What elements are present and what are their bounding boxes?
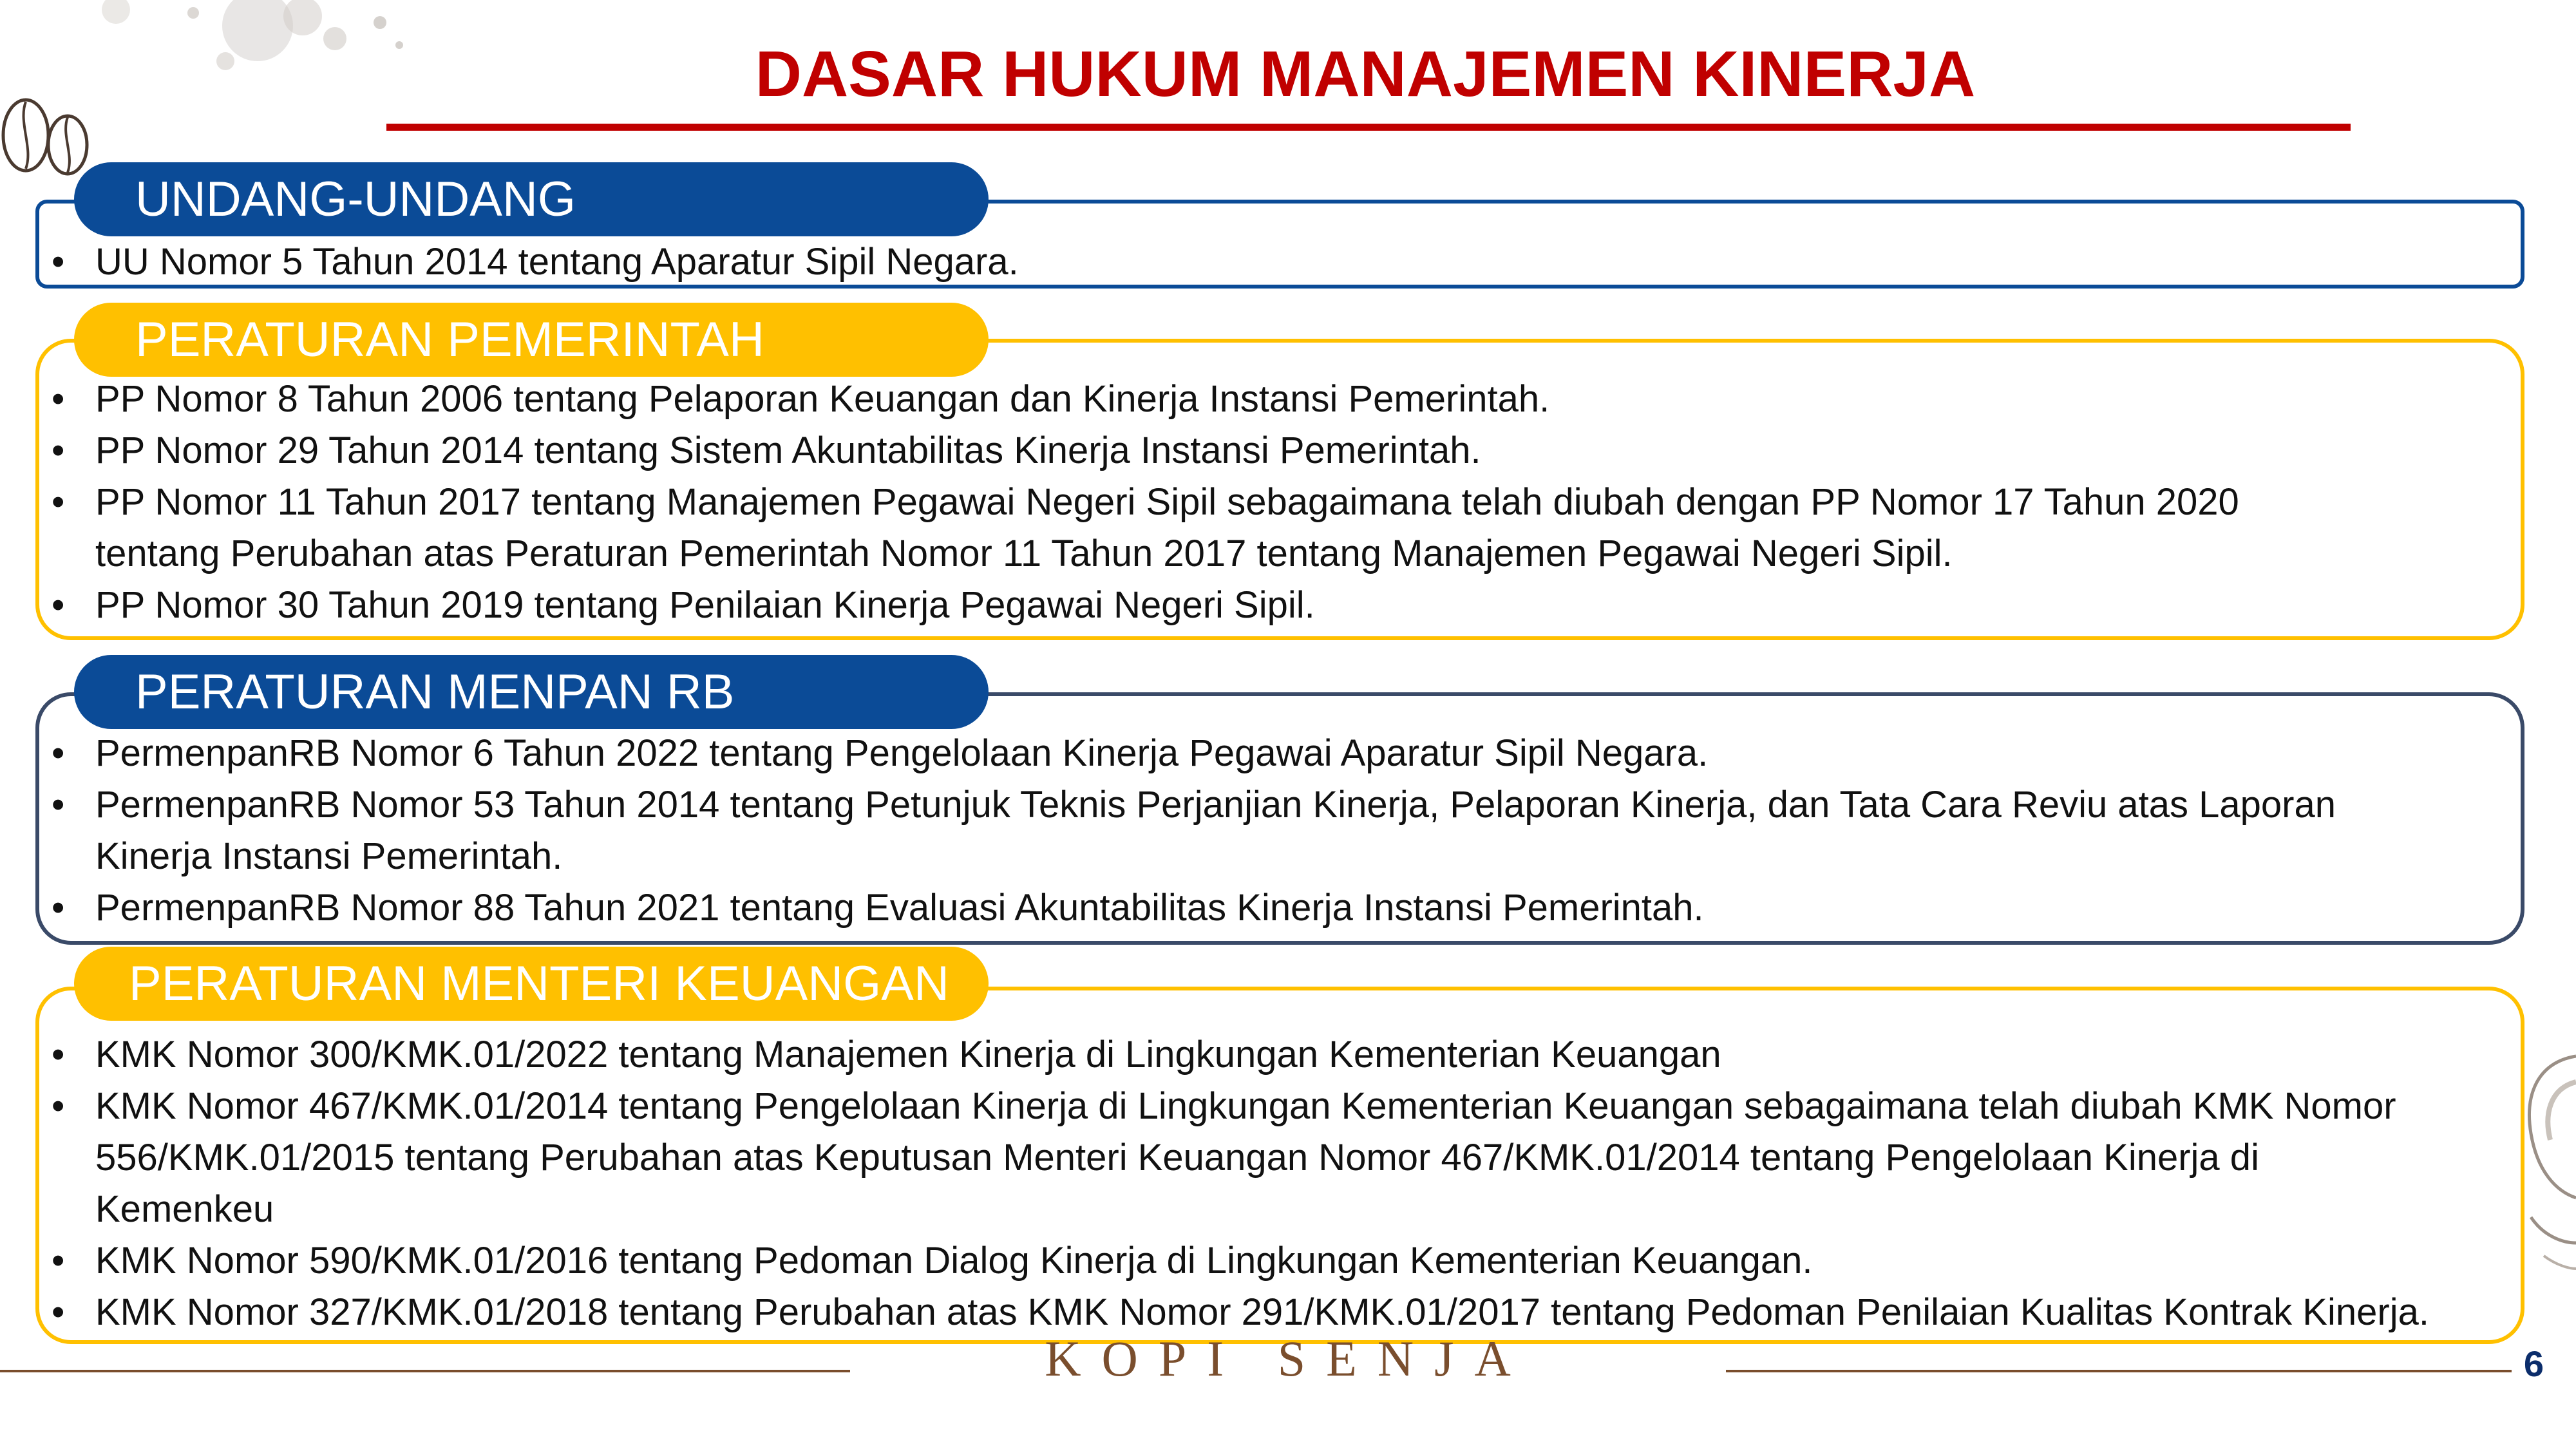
list-item [52,425,2524,477]
bullet: • [52,1034,65,1075]
bullet: • [52,887,65,929]
list-peraturan-menteri-keuangan [52,1029,2524,1338]
list-item [52,728,2524,779]
list-item [52,374,2524,425]
list-item [52,1235,2524,1287]
list-item-text: PermenpanRB Nomor 53 Tahun 2014 tentang Petunjuk Teknis Perjanjian Kinerja, Pelaporan Kinerja, dan Tata Cara Reviu atas Laporan [95,784,2336,826]
list-item [52,1029,2524,1081]
list-item-text: PP Nomor 30 Tahun 2019 tentang Penilaian Kinerja Pegawai Negeri Sipil. [95,584,1315,626]
page-number: 6 [2523,1343,2544,1384]
bullet: • [52,378,65,420]
list-item-continuation [52,1184,2524,1235]
bullet: • [52,1085,65,1127]
list-item [52,477,2524,528]
list-item-text: Kemenkeu [95,1188,274,1230]
bullet: • [52,784,65,826]
list-peraturan-pemerintah [52,374,2524,631]
list-item-text: PP Nomor 29 Tahun 2014 tentang Sistem Akuntabilitas Kinerja Instansi Pemerintah. [95,430,1481,471]
section-header-peraturan-pemerintah: PERATURAN PEMERINTAH [74,303,989,377]
bullet: • [52,732,65,774]
footer-brand: KOPI SENJA [1045,1331,1531,1387]
section-header-peraturan-menpan-rb: PERATURAN MENPAN RB [74,655,989,729]
section-header-peraturan-menteri-keuangan: PERATURAN MENTERI KEUANGAN [74,947,989,1021]
coffee-bean-icon [0,84,97,180]
page-title: DASAR HUKUM MANAJEMEN KINERJA [755,38,1976,110]
footer-line-left [0,1370,850,1372]
list-item-text: PermenpanRB Nomor 6 Tahun 2022 tentang Pengelolaan Kinerja Pegawai Aparatur Sipil Negara. [95,732,1709,774]
list-item-text: tentang Perubahan atas Peraturan Pemerintah Nomor 11 Tahun 2017 tentang Manajemen Pegawai Negeri Sipil. [95,533,1953,574]
list-item [52,580,2524,631]
list-item-text: PermenpanRB Nomor 88 Tahun 2021 tentang Evaluasi Akuntabilitas Kinerja Instansi Pemerintah. [95,887,1704,929]
list-item-text: 556/KMK.01/2015 tentang Perubahan atas Keputusan Menteri Keuangan Nomor 467/KMK.01/2014 tentang Pengelolaan Kinerja di [95,1137,2259,1179]
title-underline [386,124,2351,131]
bullet: • [52,1291,65,1333]
list-item-text: KMK Nomor 590/KMK.01/2016 tentang Pedoman Dialog Kinerja di Lingkungan Kementerian Keuangan. [95,1240,1813,1282]
bullet: • [52,481,65,523]
bullet: • [52,584,65,626]
bullet: • [52,1240,65,1282]
bullet: • [52,430,65,471]
footer-line-right [1726,1370,2512,1372]
list-item-continuation [52,528,2524,580]
list-item-text: PP Nomor 11 Tahun 2017 tentang Manajemen Pegawai Negeri Sipil sebagaimana telah diubah dengan PP Nomor 17 Tahun 2020 [95,481,2239,523]
bullet: • [52,241,65,283]
list-item [52,1081,2524,1132]
list-item-text: KMK Nomor 327/KMK.01/2018 tentang Perubahan atas KMK Nomor 291/KMK.01/2017 tentang Pedoman Penilaian Kualitas Kontrak Kinerja. [95,1291,2429,1333]
list-item-continuation [52,1132,2524,1184]
list-item-text: Kinerja Instansi Pemerintah. [95,835,563,877]
list-item-text: UU Nomor 5 Tahun 2014 tentang Aparatur Sipil Negara. [95,241,1019,283]
list-undang-undang [52,236,2524,288]
section-header-undang-undang: UNDANG-UNDANG [74,162,989,236]
list-item [52,779,2524,831]
list-item [52,236,2524,288]
list-item [52,882,2524,934]
list-item-text: KMK Nomor 300/KMK.01/2022 tentang Manajemen Kinerja di Lingkungan Kementerian Keuangan [95,1034,1721,1075]
list-peraturan-menpan-rb [52,728,2524,934]
list-item-continuation [52,831,2524,882]
list-item-text: PP Nomor 8 Tahun 2006 tentang Pelaporan Keuangan dan Kinerja Instansi Pemerintah. [95,378,1550,420]
list-item-text: KMK Nomor 467/KMK.01/2014 tentang Pengelolaan Kinerja di Lingkungan Kementerian Keuangan sebagaimana telah diubah KMK Nomor [95,1085,2396,1127]
